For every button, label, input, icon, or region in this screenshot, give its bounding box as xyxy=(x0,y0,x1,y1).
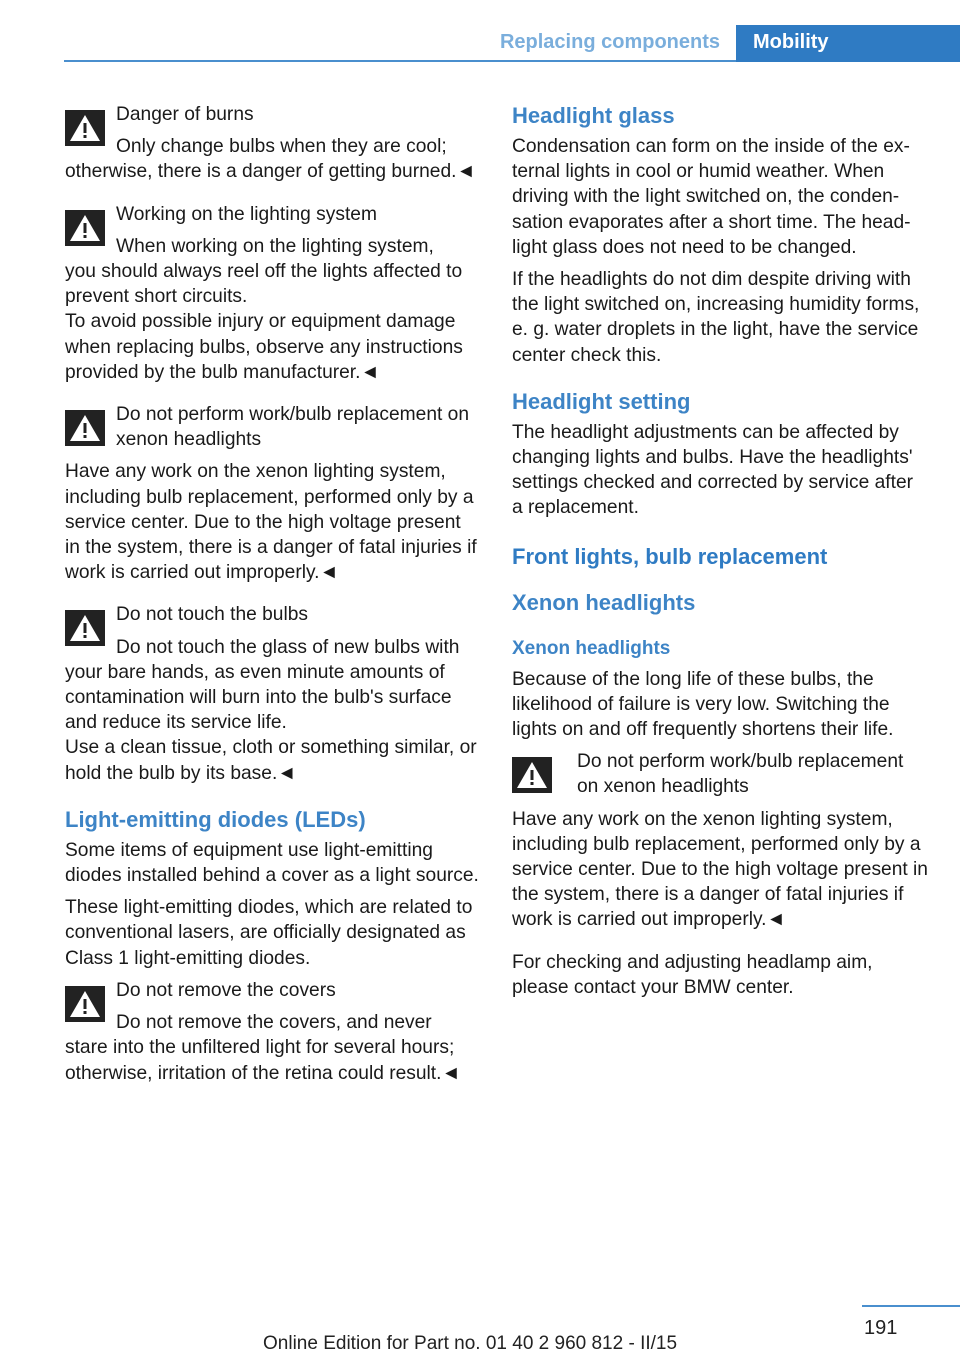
warning-text: otherwise, there is a danger of getting burned.◄ xyxy=(65,161,476,183)
warning-title: Do not perform work/bulb replacement on xenon headlights xyxy=(116,404,470,451)
warning-touch-bulbs xyxy=(65,602,480,785)
body-paragraph: If the headlights do not dim despite driving with the light switched on, increasing humidity forms, e. g. water droplets in the light, have the service center check this. xyxy=(512,269,920,366)
page-number-rule xyxy=(862,1305,960,1307)
body-paragraph: The headlight adjustments can be affected by changing lights and bulbs. Have the headlights' settings checked and corrected by service after a replacement. xyxy=(512,421,914,519)
left-column xyxy=(65,102,480,1093)
warning-text: When working on the lighting system, xyxy=(116,235,434,257)
body-paragraph: Because of the long life of these bulbs, the likelihood of failure is very low. Switching the lights on and off frequently shortens their life. xyxy=(512,668,894,741)
section-heading-leds: Light-emitting diodes (LEDs) xyxy=(65,806,366,832)
chapter-heading-front-lights: Front lights, bulb replacement xyxy=(512,543,828,569)
warning-paragraph: Use a clean tissue, cloth or something similar, or hold the bulb by its base.◄ xyxy=(65,737,477,784)
body-paragraph: These light-emitting diodes, which are related to conventional lasers, are officially designated as Class 1 light-emitting diodes. xyxy=(65,897,473,969)
warning-text: you should always reel off the lights affected to prevent short circuits. xyxy=(65,261,463,308)
header-section-title: Replacing components xyxy=(499,31,720,53)
warning-text: stare into the unfiltered light for several hours; otherwise, irritation of the retina could result.◄ xyxy=(65,1037,461,1084)
section-heading-headlight-glass: Headlight glass xyxy=(512,103,675,128)
warning-title: Working on the lighting system xyxy=(116,203,377,225)
warning-text: Do not remove the covers, and never xyxy=(116,1012,432,1034)
edition-footer: Online Edition for Part no. 01 40 2 960 812 - II/15 xyxy=(263,1333,678,1354)
warning-title: Do not touch the bulbs xyxy=(116,604,309,626)
warning-lighting-system xyxy=(65,202,480,385)
warning-triangle-icon xyxy=(65,610,105,646)
page-number: 191 xyxy=(864,1317,898,1339)
body-paragraph: Condensation can form on the inside of the external lights in cool or humid weather. When driving with the light switched on, the condensation evaporates after a short time. The headlight glass does not need to be changed. xyxy=(512,136,911,258)
warning-text: Have any work on the xenon lighting system, including bulb replacement, performed only by a service center. Due to the high voltage present in the system, there is a danger of fatal injuries if work is carried out improperly.◄ xyxy=(65,461,477,584)
subheading-xenon: Xenon headlights xyxy=(512,637,671,659)
header-chapter-label: Mobility xyxy=(753,31,829,53)
warning-paragraph: To avoid possible injury or equipment damage when replacing bulbs, observe any instructions provided by the bulb manufacturer.◄ xyxy=(65,311,463,383)
section-heading-headlight-setting: Headlight setting xyxy=(512,388,691,414)
warning-xenon xyxy=(65,402,480,585)
section-heading-xenon: Xenon headlights xyxy=(512,589,696,615)
warning-title: Do not remove the covers xyxy=(116,979,336,1001)
warning-text: Only change bulbs when they are cool; xyxy=(116,136,447,158)
warning-covers xyxy=(65,978,480,1086)
page-header xyxy=(0,25,960,63)
warning-title: Do not perform work/bulb replacement on xenon headlights xyxy=(577,751,904,798)
warning-title: Danger of burns xyxy=(116,104,254,125)
warning-burns xyxy=(65,102,480,185)
warning-text: Have any work on the xenon lighting system, including bulb replacement, performed only by a service center. Due to the high voltage present in the system, there is a danger of fatal injuries if work is carried out improperly.◄ xyxy=(512,808,928,931)
header-chapter-tab xyxy=(736,25,960,62)
warning-triangle-icon xyxy=(65,410,105,446)
warning-triangle-icon xyxy=(65,110,105,146)
body-paragraph: Some items of equipment use light-emitting diodes installed behind a cover as a light source. xyxy=(65,839,479,887)
warning-text: your bare hands, as even minute amounts of contamination will burn into the bulb's surface and reduce its service life. xyxy=(65,661,452,734)
warning-triangle-icon xyxy=(512,757,552,793)
warning-triangle-icon xyxy=(65,986,105,1022)
warning-text: Do not touch the glass of new bulbs with xyxy=(116,636,460,658)
body-paragraph: For checking and adjusting headlamp aim, please contact your BMW center. xyxy=(512,951,873,998)
warning-triangle-icon xyxy=(65,210,105,246)
right-column xyxy=(512,102,928,1007)
warning-xenon-right xyxy=(512,749,928,932)
